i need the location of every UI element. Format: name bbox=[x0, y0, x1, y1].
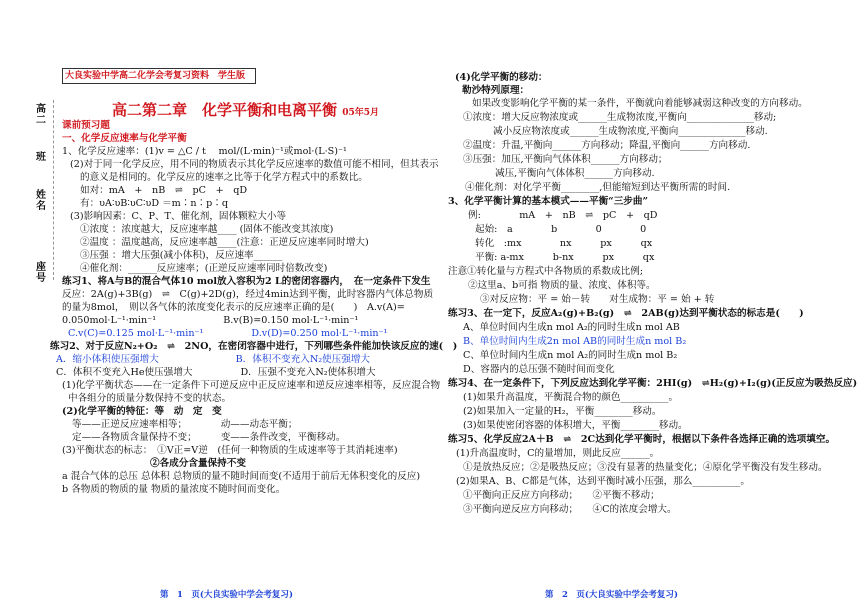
left-text-line: 中各组分的质量分数保持不变的状态。 bbox=[68, 393, 232, 404]
title-text: 高二第二章 化学平衡和电离平衡 bbox=[112, 101, 338, 119]
right-text-line: (1)如果升高温度，平衡混合物的颜色__________。 bbox=[463, 392, 679, 403]
footer-page-1: 第 1 页(大良实验中学会考复习) bbox=[160, 590, 293, 600]
right-text-line: ①是放热反应；②是吸热反应；③没有显著的热量变化；④原化学平衡没有发生移动。 bbox=[463, 462, 828, 473]
left-text-line: 的量为8mol， 则以各气体的浓度变化表示的反应速率正确的是( ) A.v(A)= bbox=[62, 302, 405, 313]
left-text-line: 一、化学反应速率与化学平衡 bbox=[62, 133, 187, 144]
right-text-line: ③平衡向逆反应方向移动； ④C的浓度会增大。 bbox=[463, 504, 677, 515]
left-text-line: b 各物质的物质的量 物质的量浓度不随时间而变化。 bbox=[62, 484, 286, 495]
left-text-line: C．体积不变充入He使压强增大 D．压强不变充入N₂使体积增大 bbox=[56, 367, 376, 378]
left-text-line: a 混合气体的总压 总体积 总物质的量不随时间而变(不适用于前后无体积变化的反应) bbox=[62, 471, 421, 482]
left-text-line: 反应：2A(g)+3B(g) ⇌ C(g)+2D(g)，经过4min达到平衡，此时容器内气体总物质 bbox=[62, 289, 434, 300]
header-banner: 大良实验中学高二化学会考复习资料 学生版 bbox=[62, 68, 256, 84]
right-text-line: 起始: a b 0 0 bbox=[475, 224, 647, 235]
left-text-line: ①浓度 ：浓度越大，反应速率越____ (固体不能改变其浓度) bbox=[80, 224, 334, 235]
right-text-line: 转化 :mx nx px qx bbox=[475, 238, 653, 249]
side-class-label: 班 bbox=[36, 152, 46, 163]
left-text-line: (3)平衡状态的标志： ①V正=V逆 (任何一种物质的生成速率等于其消耗速率) bbox=[62, 445, 398, 456]
left-text-line: 等——正逆反应速率相等； 动——动态平衡； bbox=[72, 419, 298, 430]
left-text-line: ③压强 ：增大压强(减小体积)，反应速率______ bbox=[80, 250, 283, 261]
footer-page-2: 第 2 页(大良实验中学会考复习) bbox=[545, 590, 678, 600]
right-text-line: 练习3、在一定下，反应A₂(g)+B₂(g) ⇌ 2AB(g)达到平衡状态的标志是( ) bbox=[448, 308, 804, 319]
right-text-line: (2)如果A、B、C都是气体，达到平衡时减小压强，那么__________。 bbox=[456, 476, 750, 487]
right-text-line: 减小反应物浓度或______生成物浓度,平衡向______________移动. bbox=[493, 126, 768, 137]
left-text-line: 课前预习题 bbox=[62, 120, 110, 131]
title-date: 05年5月 bbox=[342, 108, 380, 118]
left-text-line: 练习2、对于反应N₂+O₂ ⇌ 2NO，在密闭容器中进行，下列哪些条件能加快该反应的速( ) bbox=[50, 341, 458, 352]
left-text-line: 定——各物质含量保持不变； 变——条件改变，平衡移动。 bbox=[72, 432, 346, 443]
right-text-line: 注意①转化量与方程式中各物质的系数成比例; bbox=[448, 266, 644, 277]
right-text-line: ③压强：加压,平衡向气体体积______方向移动； bbox=[463, 154, 668, 165]
page-title bbox=[112, 99, 379, 120]
right-text-line: 练习4、在一定条件下，下列反应达到化学平衡：2HI(g) ⇌H₂(g)+I₂(g)(正反应为吸热反应) bbox=[448, 378, 858, 389]
right-text-line: (2)如果加入一定量的H₂，平衡________移动。 bbox=[463, 406, 662, 417]
left-text-line: (1)化学平衡状态——在一定条件下可逆反应中正反应速率和逆反应速率相等，反应混合物 bbox=[62, 380, 441, 391]
left-text-line: C.v(C)=0.125 mol·L⁻¹·min⁻¹ D.v(D)=0.250 mol·L⁻¹·min⁻¹ bbox=[68, 328, 388, 339]
right-text-line: 3、化学平衡计算的基本模式——平衡“三步曲” bbox=[448, 196, 648, 207]
left-text-line: ②各成分含量保持不变 bbox=[150, 458, 246, 469]
right-text-line: C、单位时间内生成n mol A₂的同时生成n mol B₂ bbox=[463, 350, 678, 361]
left-text-line: (2)对于同一化学反应，用不同的物质表示其化学反应速率的数值可能不相同，但其表示 bbox=[70, 159, 439, 170]
right-text-line: 勒沙特列原理： bbox=[462, 85, 530, 96]
left-text-line: (3)影响因素：C、P、T、催化剂，固体颗粒大小等 bbox=[70, 211, 287, 222]
right-text-line: 减压,平衡向气体体积______方向移动. bbox=[495, 168, 655, 179]
right-text-line: (4)化学平衡的移动： bbox=[455, 72, 548, 83]
right-text-line: ①平衡向正反应方向移动； ②平衡不移动； bbox=[463, 490, 660, 501]
right-text-line: (1)升高温度时，C的量增加，则此反应______。 bbox=[456, 448, 660, 459]
left-text-line: 1、化学反应速率：(1)v = △C / t mol/(L·min)⁻¹或mol·(L·S)⁻¹ bbox=[62, 146, 347, 157]
right-text-line: ②这里a、b可指 物质的量、浓度、体积等。 bbox=[468, 280, 656, 291]
left-text-line: 0.050mol·L⁻¹·min⁻¹ B.v(B)=0.150 mol·L⁻¹·min⁻¹ bbox=[62, 315, 359, 326]
right-text-line: ④催化剂：对化学平衡________,但能缩短到达平衡所需的时间. bbox=[465, 182, 731, 193]
side-name-label: 姓名 bbox=[36, 190, 46, 212]
side-seat-label: 座号 bbox=[36, 262, 46, 284]
left-text-line: 的意义是相同的。化学反应的速率之比等于化学方程式中的系数比。 bbox=[80, 172, 368, 183]
side-grade-label: 高二 bbox=[36, 104, 46, 126]
right-text-line: B、单位时间内生成2n mol AB的同时生成n mol B₂ bbox=[463, 336, 687, 347]
right-text-line: D、容器内的总压强不随时间而变化 bbox=[463, 364, 615, 375]
right-text-line: 例: mA + nB ⇌ pC + qD bbox=[468, 210, 658, 221]
left-text-line: 练习1、将A与B的混合气体10 mol放入容积为2 L的密闭容器内， 在一定条件下发生 bbox=[62, 276, 431, 287]
left-text-line: (2)化学平衡的特征：等 动 定 变 bbox=[62, 406, 222, 417]
left-text-line: ②温度 ：温度越高，反应速率越____(注意：正逆反应速率同时增大) bbox=[80, 237, 369, 248]
right-text-line: 平衡: a-mx b-nx px qx bbox=[475, 252, 655, 263]
right-text-line: 如果改变影响化学平衡的某一条件，平衡就向着能够减弱这种改变的方向移动。 bbox=[472, 98, 808, 109]
left-text-line: 有：υA∶υB∶υC∶υD ＝m∶n∶p∶q bbox=[80, 198, 229, 209]
left-text-line: ④催化剂：______反应速率；(正逆反应速率同时倍数改变) bbox=[80, 263, 328, 274]
left-text-line: 如对：mA + nB ⇌ pC + qD bbox=[80, 185, 248, 196]
binding-line bbox=[53, 100, 55, 280]
right-text-line: (3)如果使密闭容器的体积增大，平衡________移动。 bbox=[463, 420, 688, 431]
right-text-line: A、单位时间内生成n mol A₂的同时生成n mol AB bbox=[463, 322, 680, 333]
right-text-line: ①浓度：增大反应物浓度或______生成物浓度,平衡向______________移动; bbox=[463, 112, 777, 123]
right-text-line: ③对反应物：平 = 始－转 对生成物：平 = 始 + 转 bbox=[480, 294, 715, 305]
right-text-line: ②温度：升温,平衡向______方向移动；降温,平衡向______方向移动. bbox=[463, 140, 751, 151]
right-text-line: 练习5、化学反应2A＋B ⇌ 2C达到化学平衡时，根据以下条件各选择正确的选项填空。 bbox=[448, 434, 836, 445]
left-text-line: A．缩小体积使压强增大 B．体积不变充入N₂使压强增大 bbox=[56, 354, 371, 365]
